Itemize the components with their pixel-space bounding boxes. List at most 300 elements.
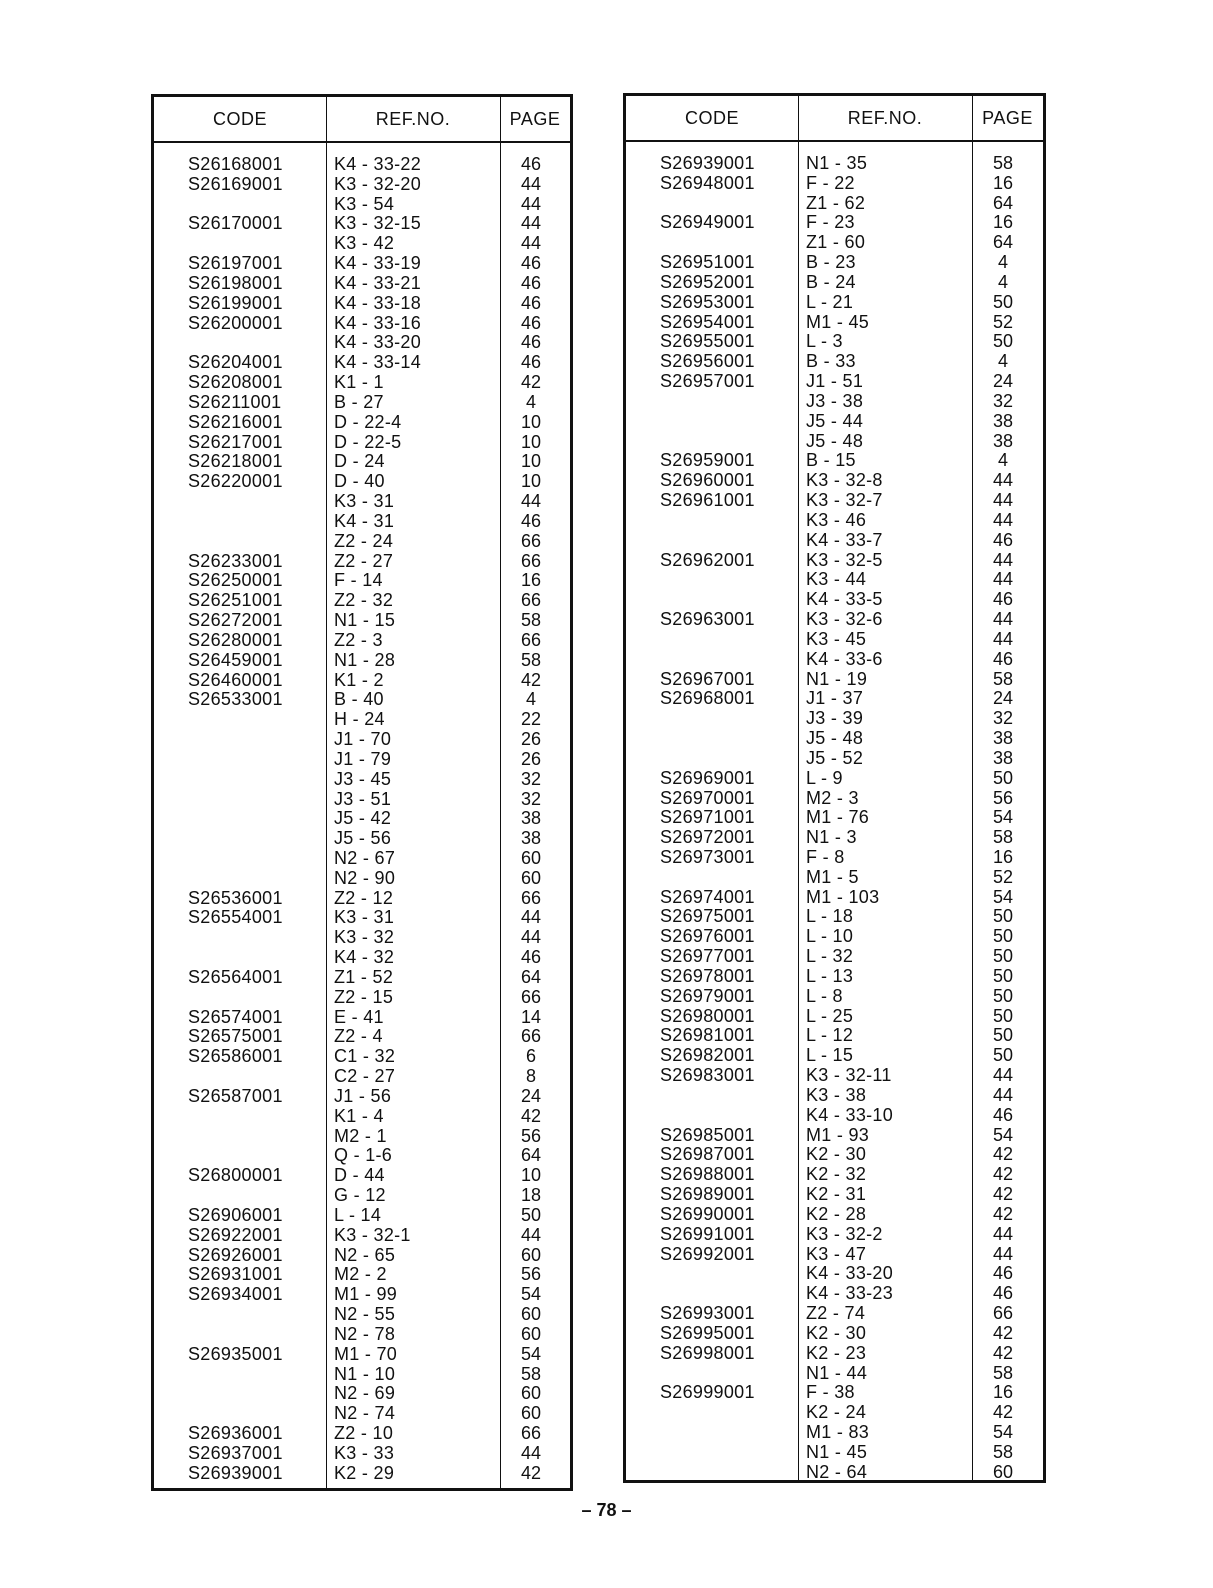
table-row bbox=[154, 233, 570, 253]
ref-no-cell: Z1 - 60 bbox=[806, 232, 866, 253]
code-cell: S26800001 bbox=[188, 1165, 283, 1186]
ref-no-cell: K3 - 45 bbox=[806, 628, 867, 649]
page-cell: 44 bbox=[520, 491, 542, 512]
ref-no-cell: N2 - 55 bbox=[334, 1304, 396, 1325]
page-cell: 46 bbox=[520, 272, 542, 293]
page-cell: 50 bbox=[992, 965, 1014, 986]
ref-no-cell: K4 - 33-18 bbox=[334, 292, 422, 313]
table-row bbox=[626, 1343, 1043, 1363]
code-cell: S26985001 bbox=[660, 1124, 755, 1145]
page-cell: 32 bbox=[992, 390, 1014, 411]
page-cell: 42 bbox=[520, 372, 542, 393]
ref-no-cell: F - 8 bbox=[806, 846, 845, 867]
ref-no-cell: K3 - 32-1 bbox=[334, 1224, 411, 1245]
ref-no-cell: K2 - 23 bbox=[806, 1342, 867, 1363]
page-cell: 44 bbox=[520, 927, 542, 948]
code-cell: S26939001 bbox=[188, 1462, 283, 1483]
table-row bbox=[154, 709, 570, 729]
page-cell: 42 bbox=[992, 1402, 1014, 1423]
page-cell: 50 bbox=[992, 1045, 1014, 1066]
ref-no-cell: K4 - 33-7 bbox=[806, 529, 883, 550]
code-cell: S26250001 bbox=[188, 570, 283, 591]
table-row bbox=[154, 392, 570, 412]
code-cell: S26574001 bbox=[188, 1006, 283, 1027]
code-cell: S26459001 bbox=[188, 649, 283, 670]
ref-no-cell: L - 25 bbox=[806, 1005, 854, 1026]
code-cell: S26197001 bbox=[188, 253, 283, 274]
ref-no-cell: N1 - 35 bbox=[806, 153, 868, 173]
ref-no-cell: M1 - 99 bbox=[334, 1284, 398, 1305]
ref-no-cell: J5 - 42 bbox=[334, 808, 392, 829]
table-row bbox=[154, 1245, 570, 1265]
table-body bbox=[626, 153, 1043, 1481]
code-cell: S26460001 bbox=[188, 669, 283, 690]
code-cell: S26988001 bbox=[660, 1164, 755, 1185]
page-cell: 66 bbox=[520, 1423, 542, 1443]
page-cell: 44 bbox=[992, 509, 1014, 530]
page-cell: 56 bbox=[520, 1264, 542, 1285]
ref-no-cell: B - 27 bbox=[334, 391, 384, 412]
table-row bbox=[626, 1462, 1043, 1482]
ref-no-cell: L - 32 bbox=[806, 946, 854, 967]
table-row bbox=[154, 1403, 570, 1423]
code-cell: S26216001 bbox=[188, 411, 283, 432]
table-row bbox=[154, 1086, 570, 1106]
table-row bbox=[626, 708, 1043, 728]
code-cell: S26922001 bbox=[188, 1224, 283, 1245]
table-row bbox=[626, 173, 1043, 193]
code-cell: S26962001 bbox=[660, 549, 755, 570]
ref-no-cell: N1 - 28 bbox=[334, 649, 396, 670]
table-row bbox=[154, 927, 570, 947]
table-row bbox=[154, 1304, 570, 1324]
ref-no-cell: J1 - 51 bbox=[806, 371, 864, 392]
page-cell: 38 bbox=[520, 828, 542, 849]
ref-no-cell: Z2 - 32 bbox=[334, 590, 394, 611]
code-cell: S26211001 bbox=[188, 391, 282, 412]
ref-no-cell: J5 - 48 bbox=[806, 430, 864, 451]
code-cell: S26906001 bbox=[188, 1204, 283, 1225]
code-cell: S26937001 bbox=[188, 1442, 283, 1463]
page-cell: 44 bbox=[992, 1243, 1014, 1264]
code-cell: S26169001 bbox=[188, 173, 283, 194]
ref-no-cell: K4 - 33-23 bbox=[806, 1283, 894, 1304]
code-cell: S26967001 bbox=[660, 668, 755, 689]
ref-no-cell: M1 - 45 bbox=[806, 311, 870, 332]
table-row bbox=[626, 530, 1043, 550]
code-cell: S26975001 bbox=[660, 906, 755, 927]
ref-no-cell: L - 10 bbox=[806, 926, 854, 947]
page-cell: 50 bbox=[992, 331, 1014, 352]
code-cell: S26983001 bbox=[660, 1065, 755, 1086]
table-row bbox=[626, 589, 1043, 609]
code-cell: S26981001 bbox=[660, 1025, 755, 1046]
table-row bbox=[626, 1164, 1043, 1184]
ref-no-cell: D - 22-5 bbox=[334, 431, 402, 452]
page-cell: 60 bbox=[992, 1461, 1014, 1482]
table-row bbox=[626, 609, 1043, 629]
table-row bbox=[154, 1463, 570, 1483]
table-row bbox=[626, 1065, 1043, 1085]
ref-no-cell: B - 23 bbox=[806, 252, 856, 273]
page-cell: 22 bbox=[520, 709, 542, 730]
table-row bbox=[626, 391, 1043, 411]
ref-no-cell: M1 - 70 bbox=[334, 1343, 398, 1364]
ref-no-cell: M2 - 3 bbox=[806, 787, 859, 808]
ref-no-cell: K3 - 32-15 bbox=[334, 213, 422, 234]
table-row bbox=[154, 808, 570, 828]
ref-no-cell: J5 - 48 bbox=[806, 728, 864, 749]
page-cell: 16 bbox=[992, 846, 1014, 867]
table-row bbox=[626, 1363, 1043, 1383]
ref-no-cell: L - 8 bbox=[806, 985, 843, 1006]
page-cell: 44 bbox=[520, 1442, 542, 1463]
table-row bbox=[626, 906, 1043, 926]
table-row bbox=[626, 728, 1043, 748]
page-cell: 16 bbox=[992, 212, 1014, 233]
page-cell: 64 bbox=[520, 966, 542, 987]
ref-no-cell: F - 23 bbox=[806, 212, 855, 233]
table-header bbox=[154, 97, 570, 143]
page-cell: 46 bbox=[992, 648, 1014, 669]
table-row bbox=[154, 253, 570, 273]
table-row bbox=[626, 470, 1043, 490]
ref-no-cell: K3 - 38 bbox=[806, 1084, 867, 1105]
ref-no-cell: Z2 - 4 bbox=[334, 1026, 383, 1047]
page-cell: 60 bbox=[520, 867, 542, 888]
code-cell: S26974001 bbox=[660, 886, 755, 907]
table-row bbox=[626, 946, 1043, 966]
code-cell: S26208001 bbox=[188, 372, 283, 393]
page-cell: 58 bbox=[992, 153, 1014, 173]
code-cell: S26935001 bbox=[188, 1343, 283, 1364]
ref-no-cell: J5 - 56 bbox=[334, 828, 392, 849]
page-cell: 38 bbox=[992, 747, 1014, 768]
table-row bbox=[626, 1025, 1043, 1045]
table-row bbox=[626, 351, 1043, 371]
ref-no-cell: N2 - 67 bbox=[334, 847, 396, 868]
table-row bbox=[626, 1125, 1043, 1145]
page-cell: 54 bbox=[992, 886, 1014, 907]
ref-no-cell: B - 15 bbox=[806, 450, 856, 471]
table-row bbox=[626, 490, 1043, 510]
table-row bbox=[626, 550, 1043, 570]
ref-no-cell: K4 - 33-14 bbox=[334, 352, 422, 373]
page-cell: 66 bbox=[520, 986, 542, 1007]
page-cell: 10 bbox=[520, 451, 542, 472]
table-row bbox=[626, 1085, 1043, 1105]
table-row bbox=[154, 967, 570, 987]
page-cell: 56 bbox=[520, 1125, 542, 1146]
ref-no-cell: J5 - 44 bbox=[806, 410, 864, 431]
table-row bbox=[626, 193, 1043, 213]
page-cell: 32 bbox=[520, 768, 542, 789]
page-cell: 26 bbox=[520, 748, 542, 769]
page-cell: 10 bbox=[520, 471, 542, 492]
table-row bbox=[154, 1185, 570, 1205]
table-row bbox=[626, 331, 1043, 351]
table-row bbox=[626, 1006, 1043, 1026]
ref-no-cell: K4 - 33-16 bbox=[334, 312, 422, 333]
table-row bbox=[154, 670, 570, 690]
ref-no-cell: J1 - 79 bbox=[334, 748, 392, 769]
page-cell: 44 bbox=[520, 1224, 542, 1245]
table-row bbox=[154, 491, 570, 511]
page-cell: 66 bbox=[520, 530, 542, 551]
page-cell: 4 bbox=[997, 450, 1008, 471]
page-cell: 44 bbox=[520, 193, 542, 214]
page-cell: 58 bbox=[992, 827, 1014, 848]
code-cell: S26536001 bbox=[188, 887, 283, 908]
table-row bbox=[154, 174, 570, 194]
table-row bbox=[154, 1225, 570, 1245]
code-cell: S26533001 bbox=[188, 689, 283, 710]
table-row bbox=[626, 411, 1043, 431]
code-cell: S26995001 bbox=[660, 1322, 755, 1343]
code-cell: S26960001 bbox=[660, 470, 755, 491]
ref-no-cell: M1 - 83 bbox=[806, 1422, 870, 1442]
code-cell: S26963001 bbox=[660, 609, 755, 630]
table-row bbox=[626, 649, 1043, 669]
table-row bbox=[154, 531, 570, 551]
table-row bbox=[154, 1423, 570, 1443]
table-row bbox=[154, 154, 570, 174]
table-row bbox=[154, 293, 570, 313]
page-cell: 58 bbox=[992, 1441, 1014, 1462]
page-cell: 52 bbox=[992, 866, 1014, 887]
table-row bbox=[154, 432, 570, 452]
ref-no-cell: M1 - 76 bbox=[806, 807, 870, 828]
ref-no-cell: E - 41 bbox=[334, 1006, 384, 1027]
ref-no-cell: J1 - 37 bbox=[806, 688, 864, 709]
page-cell: 58 bbox=[520, 649, 542, 670]
ref-no-cell: M1 - 93 bbox=[806, 1124, 870, 1145]
code-cell: S26952001 bbox=[660, 271, 755, 292]
ref-no-cell: B - 40 bbox=[334, 689, 384, 710]
table-row bbox=[154, 749, 570, 769]
ref-no-cell: Z2 - 3 bbox=[334, 629, 383, 650]
page-cell: 32 bbox=[520, 788, 542, 809]
table-row bbox=[154, 1126, 570, 1146]
page-cell: 42 bbox=[992, 1322, 1014, 1343]
ref-no-cell: J3 - 45 bbox=[334, 768, 392, 789]
ref-no-cell: K3 - 32-7 bbox=[806, 490, 883, 511]
table-row bbox=[626, 986, 1043, 1006]
ref-no-cell: J5 - 52 bbox=[806, 747, 864, 768]
table-row bbox=[626, 807, 1043, 827]
table-row bbox=[626, 1263, 1043, 1283]
page-cell: 42 bbox=[992, 1342, 1014, 1363]
page-cell: 10 bbox=[520, 1165, 542, 1186]
ref-no-cell: L - 12 bbox=[806, 1025, 854, 1046]
ref-no-cell: K3 - 46 bbox=[806, 509, 867, 530]
table-row bbox=[626, 272, 1043, 292]
ref-no-cell: N1 - 44 bbox=[806, 1362, 868, 1383]
table-row bbox=[626, 312, 1043, 332]
ref-no-cell: K3 - 31 bbox=[334, 491, 395, 512]
code-cell: S26973001 bbox=[660, 846, 755, 867]
page-cell: 66 bbox=[992, 1303, 1014, 1324]
page-cell: 50 bbox=[992, 291, 1014, 312]
parts-table-left bbox=[151, 94, 573, 1491]
code-cell: S26968001 bbox=[660, 688, 755, 709]
table-row bbox=[626, 1244, 1043, 1264]
page-cell: 4 bbox=[525, 391, 536, 412]
page-cell: 4 bbox=[997, 252, 1008, 273]
ref-no-cell: K4 - 33-5 bbox=[806, 589, 883, 610]
table-row bbox=[154, 1324, 570, 1344]
code-cell: S26931001 bbox=[188, 1264, 283, 1285]
ref-no-cell: L - 9 bbox=[806, 767, 843, 788]
parts-table-right bbox=[623, 93, 1046, 1483]
table-row bbox=[626, 1442, 1043, 1462]
code-cell: S26272001 bbox=[188, 610, 283, 631]
page-cell: 54 bbox=[992, 807, 1014, 828]
table-row bbox=[626, 1303, 1043, 1323]
ref-no-cell: K4 - 32 bbox=[334, 947, 395, 968]
ref-no-cell: L - 3 bbox=[806, 331, 843, 352]
table-row bbox=[626, 431, 1043, 451]
ref-no-cell: M1 - 103 bbox=[806, 886, 880, 907]
ref-no-cell: K3 - 32-11 bbox=[806, 1065, 892, 1086]
ref-no-cell: K1 - 1 bbox=[334, 372, 384, 393]
code-cell: S26217001 bbox=[188, 431, 283, 452]
code-cell: S26951001 bbox=[660, 252, 755, 273]
table-row bbox=[154, 729, 570, 749]
table-row bbox=[626, 629, 1043, 649]
ref-no-cell: N2 - 65 bbox=[334, 1244, 396, 1265]
page-cell: 58 bbox=[520, 610, 542, 631]
code-cell: S26204001 bbox=[188, 352, 283, 373]
table-row bbox=[154, 610, 570, 630]
page-cell: 56 bbox=[992, 787, 1014, 808]
table-row bbox=[154, 352, 570, 372]
page-cell: 60 bbox=[520, 1304, 542, 1325]
table-row bbox=[626, 450, 1043, 470]
ref-no-cell: K4 - 31 bbox=[334, 510, 395, 531]
ref-no-cell: K2 - 32 bbox=[806, 1164, 867, 1185]
page-cell: 44 bbox=[992, 549, 1014, 570]
code-cell: S26198001 bbox=[188, 272, 283, 293]
page-cell: 16 bbox=[992, 172, 1014, 193]
page-cell: 44 bbox=[992, 569, 1014, 590]
ref-no-cell: F - 38 bbox=[806, 1382, 855, 1403]
page-cell: 46 bbox=[520, 352, 542, 373]
table-row bbox=[154, 1443, 570, 1463]
code-cell: S26936001 bbox=[188, 1423, 283, 1443]
page-cell: 50 bbox=[992, 926, 1014, 947]
table-row bbox=[626, 1382, 1043, 1402]
ref-no-cell: F - 14 bbox=[334, 570, 383, 591]
code-cell: S26969001 bbox=[660, 767, 755, 788]
code-cell: S26976001 bbox=[660, 926, 755, 947]
table-row bbox=[154, 888, 570, 908]
ref-no-cell: K3 - 47 bbox=[806, 1243, 867, 1264]
table-row bbox=[154, 1344, 570, 1364]
table-row bbox=[626, 847, 1043, 867]
page-cell: 46 bbox=[992, 1263, 1014, 1284]
code-cell: S26978001 bbox=[660, 965, 755, 986]
table-row bbox=[154, 590, 570, 610]
code-cell: S26956001 bbox=[660, 351, 755, 372]
header-ref-no: REF.NO. bbox=[375, 109, 451, 129]
code-cell: S26220001 bbox=[188, 471, 283, 492]
code-cell: S26977001 bbox=[660, 946, 755, 967]
code-cell: S26233001 bbox=[188, 550, 283, 571]
ref-no-cell: K2 - 30 bbox=[806, 1144, 867, 1165]
page-cell: 50 bbox=[992, 1025, 1014, 1046]
ref-no-cell: K3 - 33 bbox=[334, 1442, 395, 1463]
code-cell: S26554001 bbox=[188, 907, 283, 928]
ref-no-cell: J1 - 56 bbox=[334, 1085, 392, 1106]
page-cell: 50 bbox=[992, 1005, 1014, 1026]
code-cell: S26957001 bbox=[660, 371, 755, 392]
ref-no-cell: N2 - 64 bbox=[806, 1461, 868, 1482]
table-row bbox=[626, 788, 1043, 808]
table-row bbox=[154, 1383, 570, 1403]
table-row bbox=[154, 511, 570, 531]
page-cell: 66 bbox=[520, 887, 542, 908]
ref-no-cell: M2 - 2 bbox=[334, 1264, 387, 1285]
ref-no-cell: L - 14 bbox=[334, 1204, 382, 1225]
code-cell: S26575001 bbox=[188, 1026, 283, 1047]
code-cell: S26953001 bbox=[660, 291, 755, 312]
page-cell: 64 bbox=[520, 1145, 542, 1166]
ref-no-cell: K3 - 32-2 bbox=[806, 1223, 883, 1244]
page-cell: 38 bbox=[992, 410, 1014, 431]
page-cell: 44 bbox=[520, 907, 542, 928]
ref-no-cell: K1 - 2 bbox=[334, 669, 384, 690]
code-cell: S26989001 bbox=[660, 1184, 755, 1205]
ref-no-cell: M2 - 1 bbox=[334, 1125, 387, 1146]
ref-no-cell: D - 44 bbox=[334, 1165, 385, 1186]
table-row bbox=[154, 789, 570, 809]
ref-no-cell: G - 12 bbox=[334, 1185, 386, 1206]
page-cell: 44 bbox=[992, 609, 1014, 630]
ref-no-cell: D - 40 bbox=[334, 471, 385, 492]
page-cell: 46 bbox=[520, 312, 542, 333]
page-cell: 60 bbox=[520, 1403, 542, 1424]
ref-no-cell: K3 - 31 bbox=[334, 907, 395, 928]
ref-no-cell: K4 - 33-22 bbox=[334, 154, 422, 174]
table-row bbox=[626, 1283, 1043, 1303]
header-ref-no: REF.NO. bbox=[847, 108, 923, 128]
code-cell: S26959001 bbox=[660, 450, 755, 471]
table-row bbox=[626, 748, 1043, 768]
code-cell: S26993001 bbox=[660, 1303, 755, 1324]
page-cell: 60 bbox=[520, 847, 542, 868]
ref-no-cell: Q - 1-6 bbox=[334, 1145, 393, 1166]
ref-no-cell: Z1 - 62 bbox=[806, 192, 866, 213]
ref-no-cell: K4 - 33-21 bbox=[334, 272, 422, 293]
table-row bbox=[154, 313, 570, 333]
page-cell: 46 bbox=[520, 292, 542, 313]
page-cell: 50 bbox=[520, 1204, 542, 1225]
ref-no-cell: C2 - 27 bbox=[334, 1066, 396, 1087]
ref-no-cell: K4 - 33-19 bbox=[334, 253, 422, 274]
page-cell: 32 bbox=[992, 708, 1014, 729]
table-row bbox=[626, 1105, 1043, 1125]
table-row bbox=[626, 669, 1043, 689]
table-row bbox=[154, 471, 570, 491]
ref-no-cell: K2 - 28 bbox=[806, 1203, 867, 1224]
code-cell: S26998001 bbox=[660, 1342, 755, 1363]
table-row bbox=[626, 252, 1043, 272]
code-cell: S26987001 bbox=[660, 1144, 755, 1165]
page-cell: 38 bbox=[520, 808, 542, 829]
code-cell: S26934001 bbox=[188, 1284, 283, 1305]
page-cell: 6 bbox=[525, 1046, 536, 1067]
